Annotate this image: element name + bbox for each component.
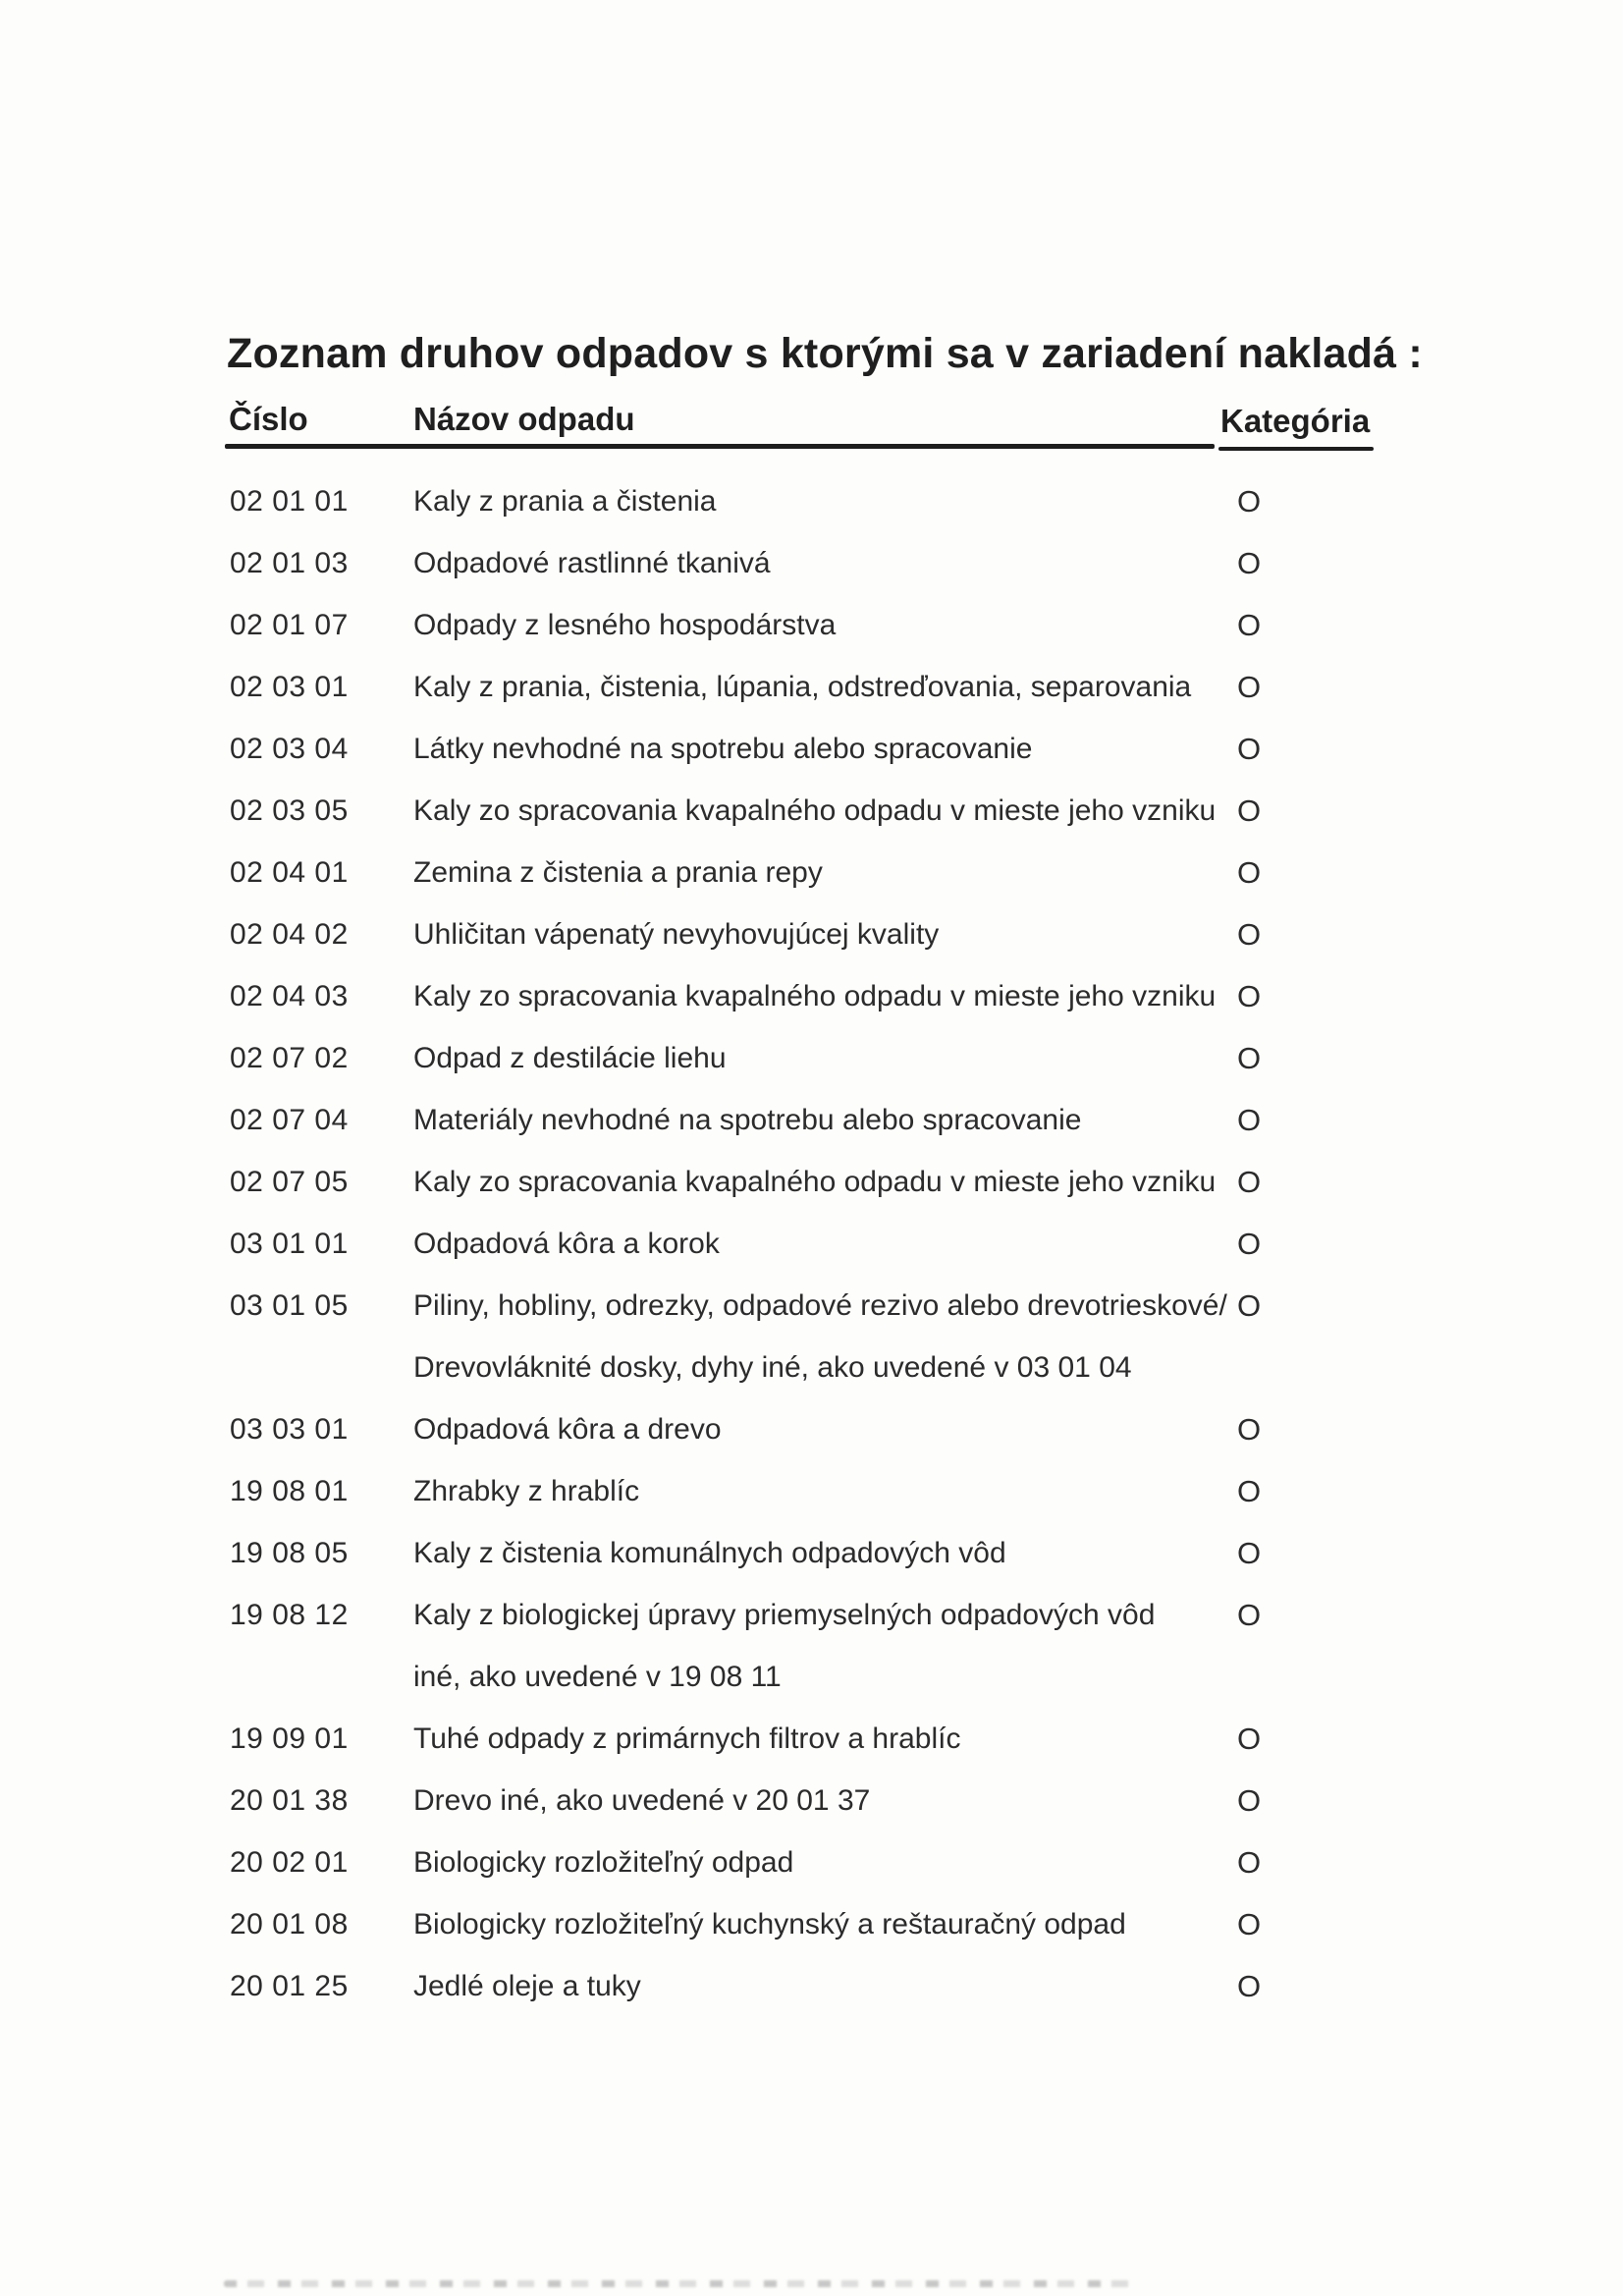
waste-name: Zemina z čistenia a prania repy bbox=[413, 856, 823, 889]
waste-code: 02 04 01 bbox=[230, 856, 349, 889]
waste-name: Biologicky rozložiteľný kuchynský a reštauračný odpad bbox=[413, 1908, 1126, 1941]
waste-code: 20 01 08 bbox=[230, 1908, 349, 1941]
waste-category: O bbox=[1236, 855, 1262, 890]
waste-name: Kaly zo spracovania kvapalného odpadu v mieste jeho vzniku bbox=[413, 794, 1217, 827]
waste-name: Tuhé odpady z primárnych filtrov a hrablíc bbox=[413, 1722, 961, 1755]
table-row bbox=[0, 1782, 1623, 1844]
table-row bbox=[0, 1102, 1623, 1164]
waste-code: 02 01 07 bbox=[230, 609, 349, 641]
waste-name: Kaly zo spracovania kvapalného odpadu v mieste jeho vzniku bbox=[413, 980, 1217, 1012]
waste-code: 20 02 01 bbox=[230, 1846, 349, 1879]
waste-category: O bbox=[1236, 1722, 1262, 1756]
waste-name: Zhrabky z hrablíc bbox=[413, 1475, 640, 1507]
waste-category: O bbox=[1236, 484, 1262, 519]
table-row bbox=[0, 793, 1623, 854]
waste-name: Kaly z čistenia komunálnych odpadových vôd bbox=[413, 1537, 1006, 1569]
waste-category: O bbox=[1236, 1041, 1262, 1075]
table-row bbox=[0, 1844, 1623, 1906]
table-row bbox=[0, 1226, 1623, 1287]
waste-code: 19 09 01 bbox=[230, 1722, 349, 1755]
table-row bbox=[0, 545, 1623, 607]
waste-code: 02 04 03 bbox=[230, 980, 349, 1012]
waste-category: O bbox=[1236, 1969, 1262, 2003]
waste-category: O bbox=[1236, 670, 1262, 704]
waste-category: O bbox=[1236, 1474, 1262, 1508]
waste-category: O bbox=[1236, 1165, 1262, 1199]
waste-code: 03 03 01 bbox=[230, 1413, 349, 1446]
waste-code: 20 01 25 bbox=[230, 1970, 349, 2002]
waste-name: Odpady z lesného hospodárstva bbox=[413, 609, 837, 641]
table-row bbox=[0, 669, 1623, 731]
table-row bbox=[0, 731, 1623, 793]
waste-name: Biologicky rozložiteľný odpad bbox=[413, 1846, 794, 1879]
waste-category: O bbox=[1236, 793, 1262, 828]
waste-code: 02 01 03 bbox=[230, 547, 349, 579]
waste-name: Piliny, hobliny, odrezky, odpadové rezivo alebo drevotrieskové/ bbox=[413, 1289, 1227, 1322]
waste-code: 02 07 02 bbox=[230, 1042, 349, 1074]
table-row bbox=[0, 483, 1623, 545]
table-row bbox=[0, 1597, 1623, 1659]
waste-code: 20 01 38 bbox=[230, 1784, 349, 1817]
waste-code: 03 01 01 bbox=[230, 1228, 349, 1260]
waste-name: Odpadová kôra a drevo bbox=[413, 1413, 722, 1446]
waste-category: O bbox=[1236, 1598, 1262, 1632]
waste-category: O bbox=[1236, 1227, 1262, 1261]
waste-name: Látky nevhodné na spotrebu alebo spracovanie bbox=[413, 733, 1033, 765]
waste-name: Kaly z biologickej úpravy priemyselných odpadových vôd bbox=[413, 1599, 1156, 1631]
waste-name: Uhličitan vápenatý nevyhovujúcej kvality bbox=[413, 918, 940, 951]
waste-category: O bbox=[1236, 1288, 1262, 1323]
waste-code: 02 07 05 bbox=[230, 1166, 349, 1198]
waste-category: O bbox=[1236, 1536, 1262, 1570]
table-row bbox=[0, 1721, 1623, 1782]
table-row bbox=[0, 607, 1623, 669]
waste-category: O bbox=[1236, 546, 1262, 580]
waste-category: O bbox=[1236, 1783, 1262, 1818]
table-row bbox=[0, 978, 1623, 1040]
table-row bbox=[0, 1164, 1623, 1226]
column-header-category: Kategória bbox=[1220, 403, 1371, 439]
page-bottom-cutoff-artifact bbox=[224, 2280, 1142, 2287]
waste-code: 19 08 01 bbox=[230, 1475, 349, 1507]
waste-name-continuation: Drevovláknité dosky, dyhy iné, ako uvedené v 03 01 04 bbox=[413, 1351, 1132, 1384]
waste-category: O bbox=[1236, 979, 1262, 1013]
waste-category: O bbox=[1236, 732, 1262, 766]
waste-code: 03 01 05 bbox=[230, 1289, 349, 1322]
page-title: Zoznam druhov odpadov s ktorými sa v zariadení nakladá : bbox=[227, 330, 1423, 377]
waste-name: Jedlé oleje a tuky bbox=[413, 1970, 641, 2002]
column-header-number: Číslo bbox=[229, 401, 308, 437]
table-row bbox=[0, 1473, 1623, 1535]
waste-name: Kaly z prania, čistenia, lúpania, odstreďovania, separovania bbox=[413, 671, 1192, 703]
table-row bbox=[0, 1287, 1623, 1349]
waste-category: O bbox=[1236, 608, 1262, 642]
waste-category: O bbox=[1236, 917, 1262, 952]
waste-code: 19 08 12 bbox=[230, 1599, 349, 1631]
waste-category: O bbox=[1236, 1103, 1262, 1137]
waste-category: O bbox=[1236, 1412, 1262, 1447]
waste-category: O bbox=[1236, 1907, 1262, 1941]
waste-code: 02 04 02 bbox=[230, 918, 349, 951]
table-row-continuation bbox=[0, 1349, 1623, 1411]
waste-name: Odpadové rastlinné tkanivá bbox=[413, 547, 771, 579]
waste-name: Drevo iné, ako uvedené v 20 01 37 bbox=[413, 1784, 871, 1817]
table-row bbox=[0, 1411, 1623, 1473]
waste-name: Kaly z prania a čistenia bbox=[413, 485, 717, 518]
table-row bbox=[0, 1906, 1623, 1968]
waste-name: Odpadová kôra a korok bbox=[413, 1228, 720, 1260]
waste-name: Odpad z destilácie liehu bbox=[413, 1042, 727, 1074]
waste-name: Kaly zo spracovania kvapalného odpadu v mieste jeho vzniku bbox=[413, 1166, 1217, 1198]
waste-code: 02 03 05 bbox=[230, 794, 349, 827]
waste-name: Materiály nevhodné na spotrebu alebo spracovanie bbox=[413, 1104, 1082, 1136]
waste-code: 02 03 04 bbox=[230, 733, 349, 765]
waste-code: 02 03 01 bbox=[230, 671, 349, 703]
table-row-continuation bbox=[0, 1659, 1623, 1721]
table-row bbox=[0, 1535, 1623, 1597]
table-row bbox=[0, 1040, 1623, 1102]
waste-name-continuation: iné, ako uvedené v 19 08 11 bbox=[413, 1661, 782, 1693]
table-row bbox=[0, 1968, 1623, 2030]
waste-code: 19 08 05 bbox=[230, 1537, 349, 1569]
table-row bbox=[0, 916, 1623, 978]
waste-code: 02 07 04 bbox=[230, 1104, 349, 1136]
table-row bbox=[0, 854, 1623, 916]
waste-category: O bbox=[1236, 1845, 1262, 1880]
column-header-waste-name: Názov odpadu bbox=[413, 401, 635, 437]
waste-code: 02 01 01 bbox=[230, 485, 349, 518]
